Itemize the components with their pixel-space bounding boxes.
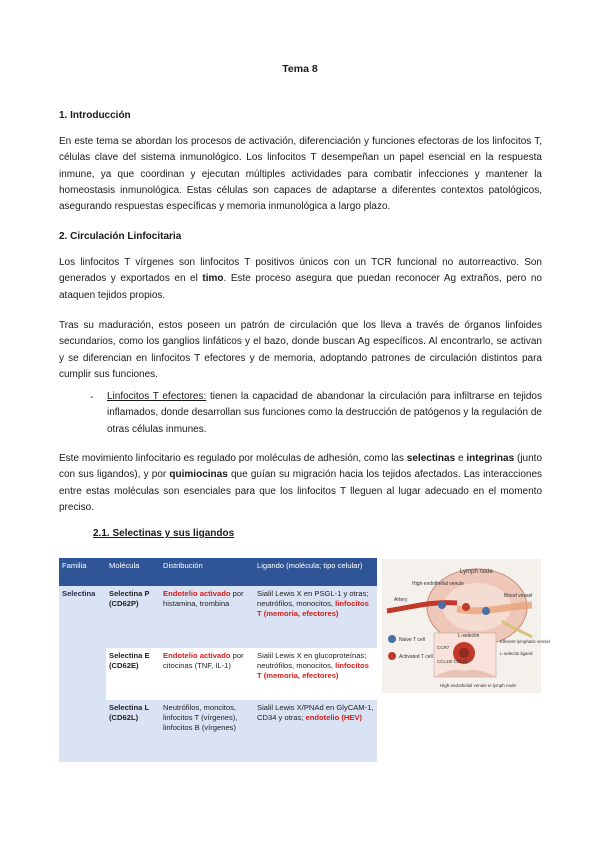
ligand-cell: Sialil Lewis X en glucoproteínas; neutrófilos, monocitos, linfocitos T (memoria, efectores) [254,648,377,700]
activated-cell-icon [388,652,396,660]
intro-heading: 1. Introducción [59,110,131,121]
intro-paragraph: En este tema se abordan los procesos de activación, diferenciación y funciones efectoras de los linfocitos T, células clave del sistema inmunológico. Los linfocitos T desempeñan un papel esencial en la respuesta inmune, ya que coordinan y ejecutan múltiples actividades para combatir infecciones y mantener la homeostasis inmunológica. Estas células son capaces de adaptarse a diferentes contextos patológicos, asegurando respuestas específicas y memoria inmunológica a largo plazo. [59,136,542,213]
lymph-node-label: Lymph node [460,569,493,575]
header-molecula: Molécula [106,558,160,586]
circulation-paragraph-3: Este movimiento linfocitario es regulado por moléculas de adhesión, como las selectinas e integrinas (junto con sus ligandos), y por quimiocinas que guían su migración hacia los tejidos afectados. Las interacciones entre estas moléculas son esenciales para que los linfocitos T lleguen al lugar adecuado en el momento preciso. [59,453,543,513]
ccr7-label: CCR7 [437,645,450,650]
distribution-cell: Neutrófilos, moncitos, linfocitos T (vírgenes), linfocitos B (vírgenes) [160,700,254,762]
table-row [59,648,377,700]
activated-label: Activated T cell [399,654,433,660]
page-title: Tema 8 [282,63,318,75]
lselectin-ligand-label: L-selectin ligand [500,651,533,656]
bullet-effector-cells: Linfocitos T efectores: tienen la capacidad de abandonar la circulación para infiltrarse en tejidos inflamados, donde desarrollan sus funciones como la destrucción de patógenos y la regulación de otras células inmunes. [107,391,542,435]
molecule-cell: Selectina E (CD62E) [106,648,160,700]
figure-caption: High endothelial venule in lymph node [440,683,517,688]
naive-label: Naive T cell [399,637,425,643]
efferent-label: Efferent lymphatic vessel [500,639,550,644]
molecule-cell: Selectina P (CD62P) [106,586,160,648]
table-row [59,700,377,762]
blood-vessel-label: Blood vessel [504,593,533,599]
table-header-row [59,558,377,586]
naive-cell-icon [388,635,396,643]
artery-label: Artery [394,597,408,603]
circulation-paragraph-1: Los linfocitos T vírgenes son linfocitos T positivos únicos con un TCR funcional no autorreactivo. Son generados y exportados en el timo. Este proceso asegura que puedan reconocer Ag extraños, pero no ataquen tejidos propios. [59,257,542,301]
hev-label: High endothelial venule [412,581,464,587]
bullet-dash: - [90,392,94,403]
ligand-cell: Sialil Lewis X/PNAd en GlyCAM-1, CD34 y otras; endotelio (HEV) [254,700,377,762]
ligand-cell: Sialil Lewis X en PSGL-1 y otras; neutrófilos, monocitos, linfocitos T (memoria, efectores) [254,586,377,648]
header-familia: Familia [59,558,106,586]
header-distribucion: Distribución [160,558,254,586]
distribution-cell: Endotelio activado por histamina, trombina [160,586,254,648]
circulation-heading: 2. Circulación Linfocitaria [59,231,182,242]
lymph-node-figure [382,559,550,693]
selectins-subheading: 2.1. Selectinas y sus ligandos [93,528,235,539]
selectins-table [59,558,377,762]
distribution-cell: Endotelio activado por citocinas (TNF, IL-1) [160,648,254,700]
molecule-cell: Selectina L (CD62L) [106,700,160,762]
family-cell: Selectina [59,586,106,762]
circulation-paragraph-2: Tras su maduración, estos poseen un patrón de circulación que los lleva a través de órganos linfoides secundarios, como los ganglios linfáticos y el bazo, donde buscan Ag específicos. Al encontrarlo, se activan y se diferencian en linfocitos T efectores y de memoria, adoptando patrones de circulación distintos para cumplir sus funciones. [59,320,542,380]
table-row [59,586,377,648]
lselectin-label: L-selectin [458,633,480,639]
ccl-label: CCL19/ CCL21 [437,659,468,664]
header-ligando: Ligando (molécula; tipo celular) [254,558,377,586]
